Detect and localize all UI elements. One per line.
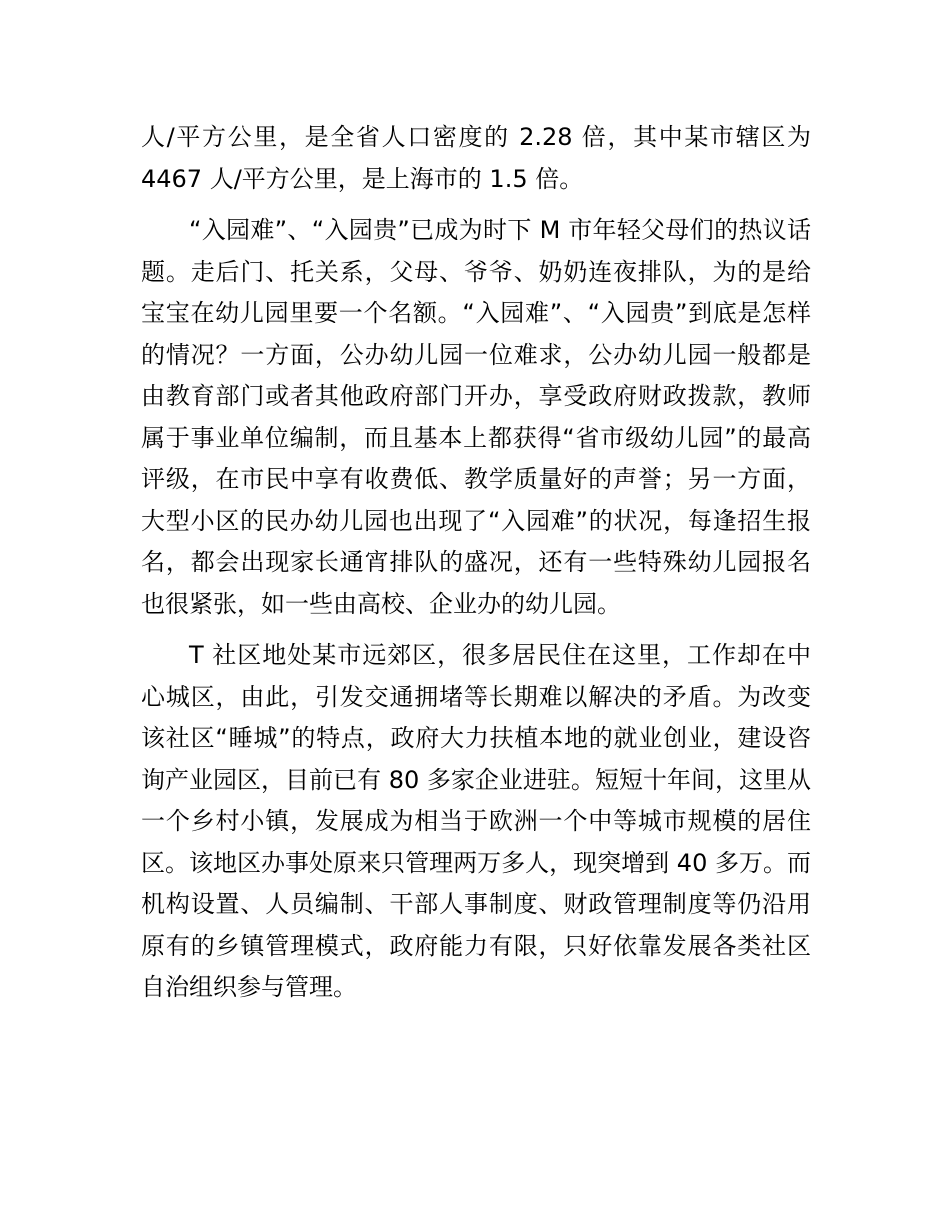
document-body — [141, 117, 811, 1019]
paragraph-kindergarten-admission: “入园难”、“入园贵”已成为时下 M 市年轻父母们的热议话题。走后门、托关系，父母、爷爷、奶奶连夜排队，为的是给宝宝在幼儿园里要一个名额。“入园难”、“入园贵”到底是怎样的情况？一方面，公办幼儿园一位难求，公办幼儿园一般都是由教育部门或者其他政府部门开办，享受政府财政拨款，教师属于事业单位编制，而且基本上都获得“省市级幼儿园”的最高评级，在市民中享有收费低、教学质量好的声誉；另一方面，大型小区的民办幼儿园也出现了“入园难”的状况，每逢招生报名，都会出现家长通宵排队的盛况，还有一些特殊幼儿园报名也很紧张，如一些由高校、企业办的幼儿园。 — [141, 216, 811, 618]
paragraph-population-density: 人/平方公里，是全省人口密度的 2.28 倍，其中某市辖区为 4467 人/平方公里，是上海市的 1.5 倍。 — [141, 123, 811, 193]
paragraph-t-community: T 社区地处某市远郊区，很多居民住在这里，工作却在中心城区，由此，引发交通拥堵等长期难以解决的矛盾。为改变该社区“睡城”的特点，政府大力扶植本地的就业创业，建设咨询产业园区，目前已有 80 多家企业进驻。短短十年间，这里从一个乡村小镇，发展成为相当于欧洲一个中等城市规模的居住区。该地区办事处原来只管理两万多人，现突增到 40 多万。而机构设置、人员编制、干部人事制度、财政管理制度等仍沿用原有的乡镇管理模式，政府能力有限，只好依靠发展各类社区自治组织参与管理。 — [141, 641, 811, 1001]
